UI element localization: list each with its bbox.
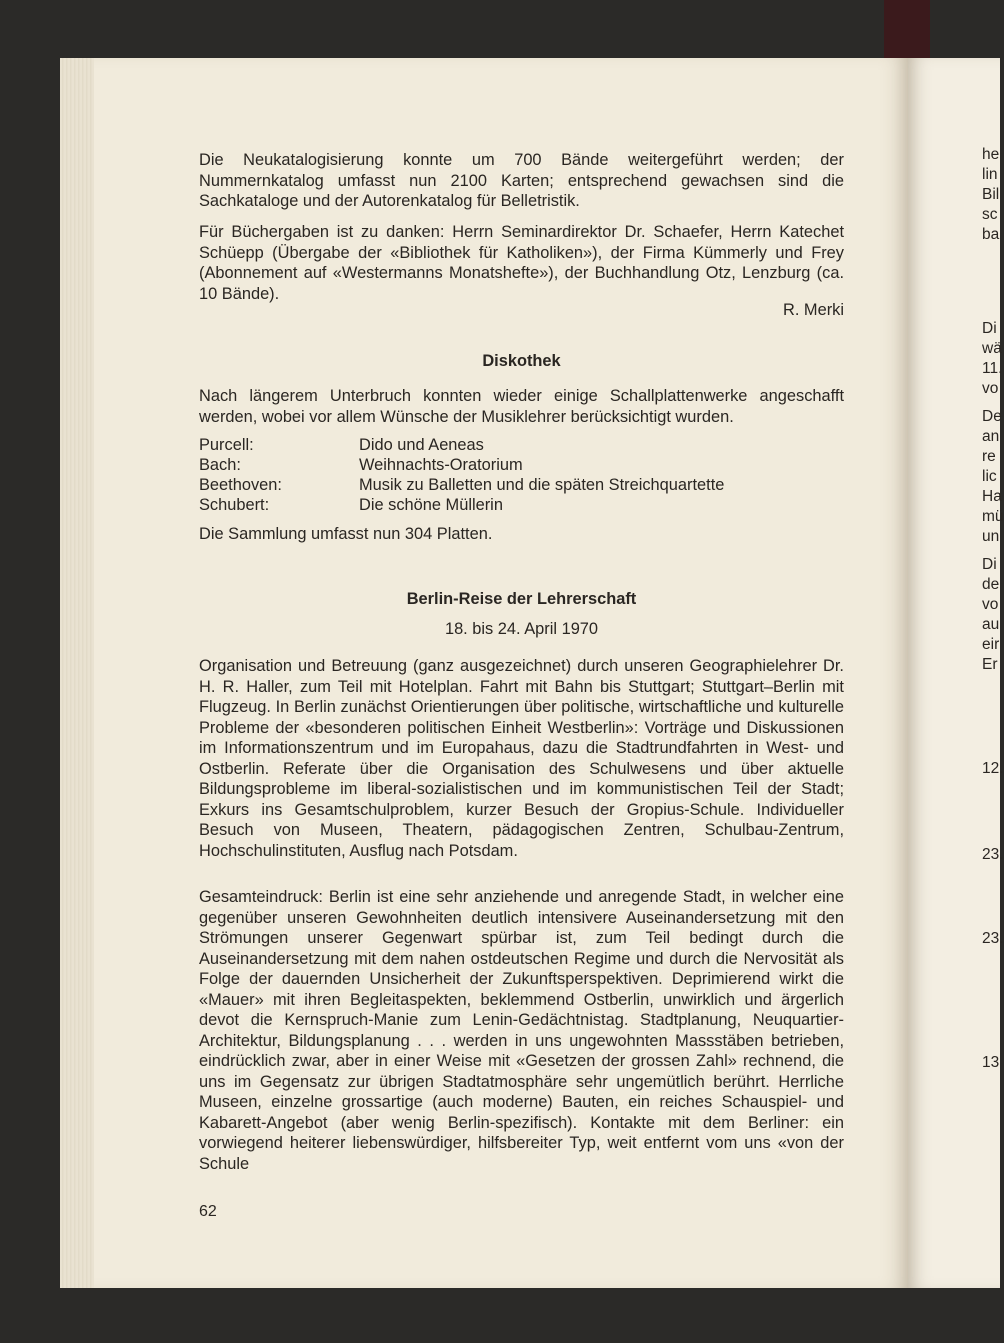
section-heading-berlin: Berlin-Reise der Lehrerschaft (406, 590, 637, 608)
margin-fragment: Di (982, 556, 997, 573)
margin-fragment: 23. (982, 846, 1004, 863)
record-composer: Beethoven: (199, 476, 282, 494)
margin-fragment: 13 (982, 1054, 1000, 1071)
margin-fragment: vo (982, 596, 999, 613)
berlin-paragraph-2: Gesamteindruck: Berlin ist eine sehr anziehende und anregende Stadt, in welcher eine gegenüber unseren Gewohnheiten deutlich intensivere Auseinandersetzung mit den Strömungen unserer Gegenwart spürbar ist, zum Teil bedingt durch die Auseinandersetzung mit dem nahen ostdeutschen Regime und durch die Nervosität als Folge der dauernden Unsicherheit der Zukunftsperspektiven. Deprimierend wirkt die «Mauer» mit ihren Begleitaspekten, beklemmend Ostberlin, unwirklich und ärgerlich devot die Kernspruch-Manie zum Lenin-Gedächtnistag. Stadtplanung, Neuquartier-Architektur, Bildungsplanung . . . werden in uns ungewohnten Massstäben betrieben, eindrücklich zwar, aber in einer Weise mit «Gesetzen der grossen Zahl» rechnend, die uns im Gegensatz zur übrigen Stadtatmosphäre sehr ungemütlich berührt. Herrliche Museen, einzelne grossartige (auch moderne) Bauten, ein reiches Schauspiel- und Kabarett-Angebot (aber wenig Berlin-spezifisch). Kontakte mit dem Berliner: ein vorwiegend heiterer liebenswürdiger, hilfsbereiter Typ, weit entfernt vom uns «von der Schule (199, 888, 844, 1173)
margin-fragment: he (982, 146, 1000, 163)
record-work: Musik zu Balletten und die späten Streichquartette (359, 476, 725, 494)
signature: R. Merki (782, 301, 844, 319)
margin-fragment: 12. (982, 760, 1004, 777)
record-work: Die schöne Müllerin (359, 496, 503, 514)
margin-fragment: 23. (982, 930, 1004, 947)
record-composer: Schubert: (199, 496, 270, 514)
margin-fragment: De (982, 408, 1002, 425)
margin-fragment: an (982, 428, 1000, 445)
berlin-paragraph-1: Organisation und Betreuung (ganz ausgezeichnet) durch unseren Geographielehrer Dr. H. R. Haller, zum Teil mit Hotelplan. Fahrt mit Bahn bis Stuttgart; Stuttgart–Berlin mit Flugzeug. In Berlin zunächst Orientierungen über politische, wirtschaftliche und kulturelle Probleme der «besonderen politischen Einheit Westberlin»: Vorträge und Diskussionen im Informationszentrum und im Europahaus, dazu die Stadtrundfahrten in West- und Ostberlin. Referate über die Organisation des Schulwesens und über aktuelle Bildungsprobleme im liberal-sozialistischen und im kommunistischen Teil der Stadt; Exkurs ins Gesamtschulproblem, kurzer Besuch der Gropius-Schule. Individueller Besuch von Museen, Theatern, pädagogischen Zentren, Schulbau-Zentrum, Hochschulinstituten, Ausflug nach Potsdam. (199, 657, 844, 860)
margin-fragment: Er (982, 656, 998, 673)
margin-fragment: de (982, 576, 1000, 593)
diskothek-summary: Die Sammlung umfasst nun 304 Platten. (199, 525, 493, 543)
berlin-dates: 18. bis 24. April 1970 (444, 620, 599, 638)
record-row (199, 435, 844, 455)
record-work: Weihnachts-Oratorium (359, 456, 523, 474)
record-row (199, 495, 844, 515)
page-number: 62 (199, 1203, 217, 1220)
margin-fragment: 11. (982, 360, 1003, 377)
margin-fragment: Di (982, 320, 997, 337)
page-edge-stack (60, 58, 94, 1288)
catalog-paragraph-1: Die Neukatalogisierung konnte um 700 Bände weitergeführt werden; der Nummernkatalog umfasst nun 2100 Karten; entsprechend gewachsen sind die Sachkataloge und der Autorenkatalog für Belletristik. (199, 151, 844, 210)
margin-fragment: au (982, 616, 1000, 633)
margin-fragment: sc (982, 206, 998, 223)
record-composer: Purcell: (199, 436, 254, 454)
margin-fragment: eir (982, 636, 1000, 653)
margin-fragment: Ha (982, 488, 1002, 505)
bookmark-ribbon (884, 0, 930, 62)
margin-fragment: lin (982, 166, 998, 183)
catalog-paragraph-2: Für Büchergaben ist zu danken: Herrn Seminardirektor Dr. Schaefer, Herrn Katechet Schüepp (Übergabe der «Bibliothek für Katholiken»), der Firma Kümmerly und Frey (Abonnement auf «Westermanns Monatshefte»), der Buchhandlung Otz, Lenzburg (ca. 10 Bände). (199, 223, 844, 303)
margin-fragment: ba (982, 226, 1000, 243)
margin-fragment: lic (982, 468, 997, 485)
record-row (199, 455, 844, 475)
record-row (199, 475, 844, 495)
margin-fragment: mü (982, 508, 1004, 525)
section-heading-diskothek: Diskothek (482, 352, 561, 370)
margin-fragment: re (982, 448, 996, 465)
margin-fragment: wä (982, 340, 1002, 357)
record-work: Dido und Aeneas (359, 436, 484, 454)
margin-fragment: un (982, 528, 1000, 545)
record-composer: Bach: (199, 456, 241, 474)
diskothek-intro: Nach längerem Unterbruch konnten wieder einige Schallplattenwerke angeschafft werden, wobei vor allem Wünsche der Musiklehrer berücksichtigt wurden. (199, 387, 844, 426)
margin-fragment: vo (982, 380, 999, 397)
margin-fragment: Bil (982, 186, 1000, 203)
